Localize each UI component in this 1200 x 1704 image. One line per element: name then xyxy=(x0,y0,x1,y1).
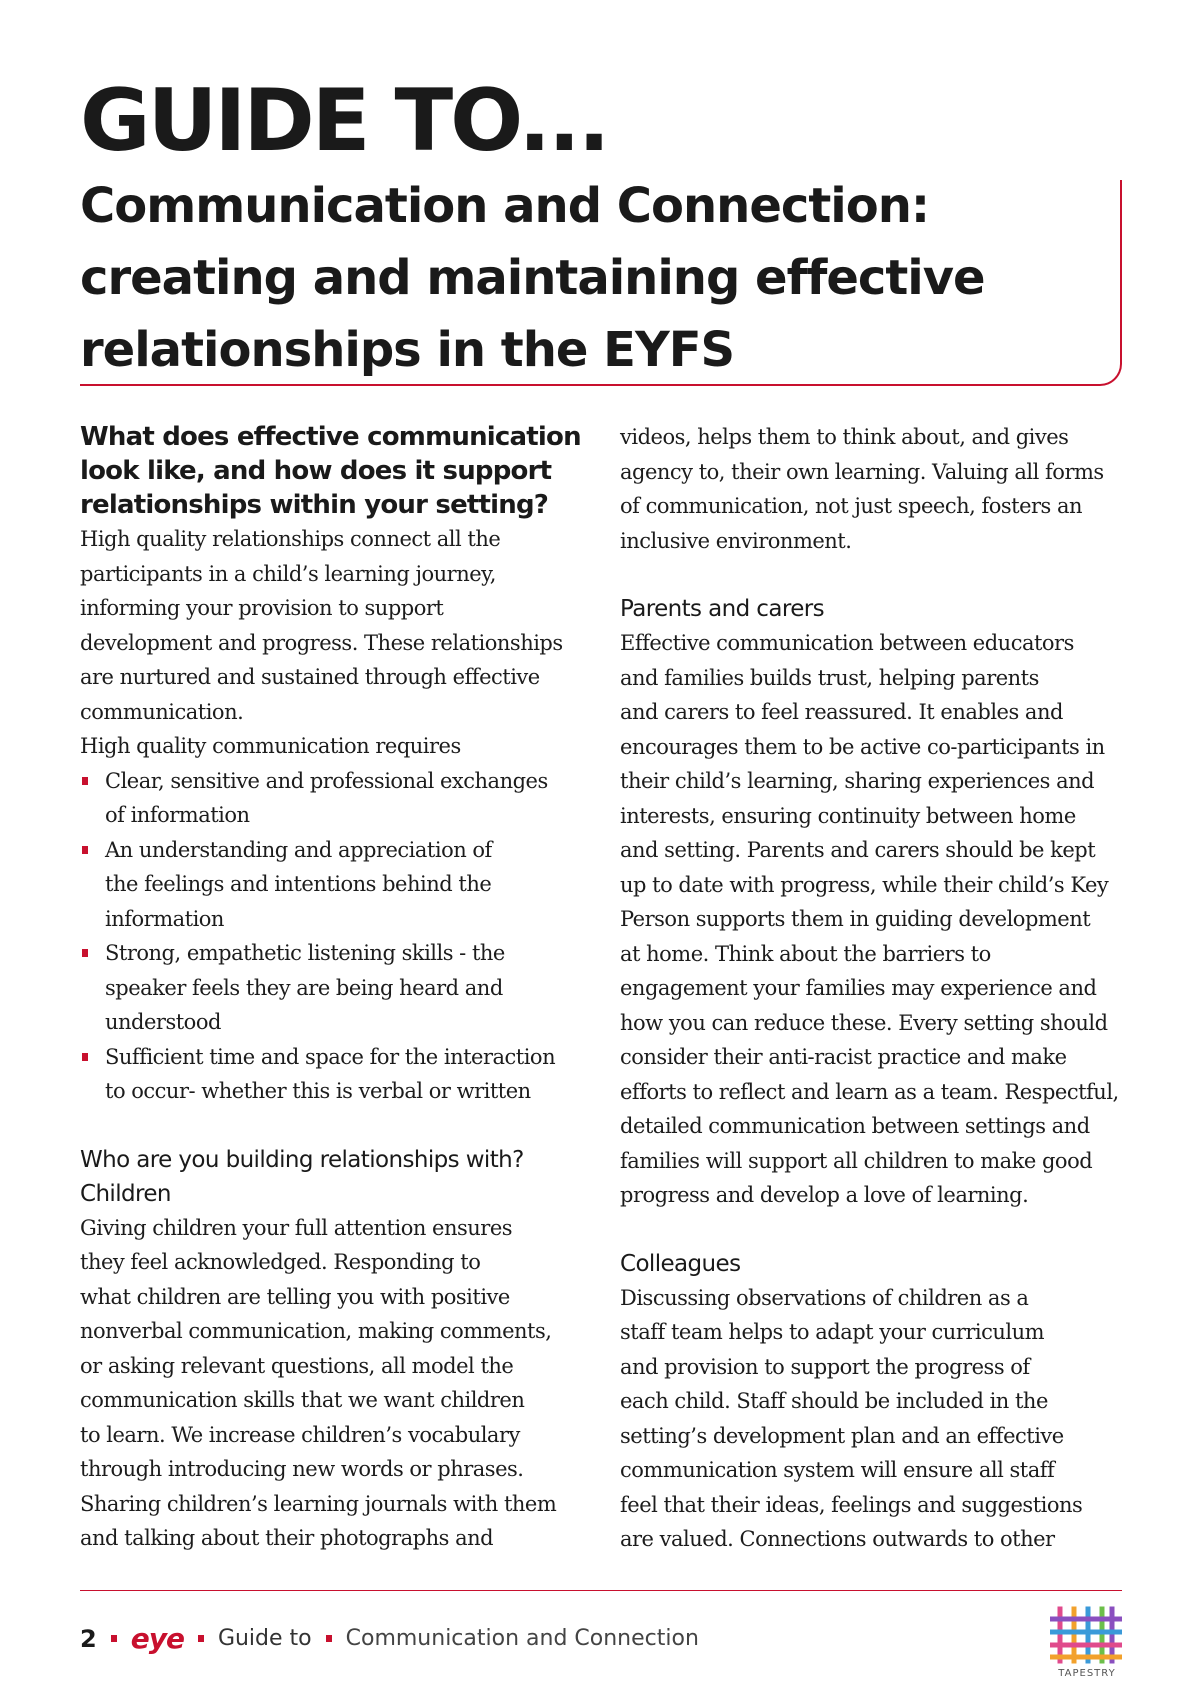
text-line: communication skills that we want children xyxy=(80,1388,525,1412)
left-column xyxy=(80,420,595,1556)
list-item xyxy=(80,764,595,833)
text-line: of communication, not just speech, fosters an xyxy=(620,494,1083,518)
separator-square xyxy=(326,1635,332,1642)
logo-wordmark: TAPESTRY xyxy=(1058,1668,1116,1679)
heading-line: What does effective communication xyxy=(80,422,581,452)
text-line: agency to, their own learning. Valuing all forms xyxy=(620,459,1104,484)
text-line: participants in a child’s learning journey, xyxy=(80,561,496,586)
right-column xyxy=(620,420,1120,1557)
text-line: information xyxy=(105,906,224,931)
separator-square xyxy=(198,1635,204,1642)
heading-line: relationships within your setting? xyxy=(80,490,549,520)
text-line: or asking relevant questions, all model the xyxy=(80,1353,514,1378)
text-line: speaker feels they are being heard and xyxy=(105,975,503,1000)
text-line: nonverbal communication, making comments, xyxy=(80,1319,552,1343)
text-line: efforts to reflect and learn as a team. Respectful, xyxy=(620,1079,1119,1104)
text-line: Giving children your full attention ensures xyxy=(80,1215,513,1240)
text-line: videos, helps them to think about, and gives xyxy=(620,425,1069,449)
children-paragraph xyxy=(80,1211,595,1556)
text-line: feel that their ideas, feelings and suggestions xyxy=(620,1492,1083,1517)
title-underline-rule xyxy=(80,180,1122,386)
footer-section: Guide to xyxy=(217,1626,312,1651)
text-line: consider their anti-racist practice and make xyxy=(620,1045,1067,1069)
text-line: are valued. Connections outwards to other xyxy=(620,1527,1055,1551)
text-line: interests, ensuring continuity between home xyxy=(620,803,1076,828)
text-line: they feel acknowledged. Responding to xyxy=(80,1250,481,1274)
text-line: High quality relationships connect all the xyxy=(80,527,501,551)
spacer xyxy=(620,558,1120,592)
tapestry-logo-icon xyxy=(1050,1605,1122,1695)
parents-heading: Parents and carers xyxy=(620,596,824,622)
spacer xyxy=(80,1109,595,1143)
text-line: Sufficient time and space for the interaction xyxy=(105,1044,556,1069)
colleagues-paragraph xyxy=(620,1281,1120,1557)
text-line: staff team helps to adapt your curriculum xyxy=(620,1320,1045,1344)
list-item xyxy=(80,1040,595,1109)
text-line: what children are telling you with positive xyxy=(80,1284,510,1309)
guide-kicker: GUIDE TO... xyxy=(80,71,608,171)
text-line: families will support all children to make good xyxy=(620,1148,1093,1173)
text-line: to occur- whether this is verbal or written xyxy=(105,1079,531,1103)
text-line: informing your provision to support xyxy=(80,596,444,620)
footer-rule xyxy=(80,1590,1122,1591)
title-line: creating and maintaining effective xyxy=(80,250,985,306)
continued-paragraph xyxy=(620,420,1120,558)
title-line: Communication and Connection: xyxy=(80,178,930,234)
text-line: inclusive environment. xyxy=(620,528,852,553)
text-line: engagement your families may experience and xyxy=(620,976,1097,1000)
intro-paragraph xyxy=(80,522,595,729)
text-line: of information xyxy=(105,803,250,827)
text-line: Sharing children’s learning journals with them xyxy=(80,1491,557,1516)
text-line: encourages them to be active co-participants in xyxy=(620,734,1105,759)
colleagues-heading: Colleagues xyxy=(620,1250,741,1277)
separator-square xyxy=(111,1635,117,1642)
text-line: progress and develop a love of learning. xyxy=(620,1183,1029,1207)
text-line: Strong, empathetic listening skills - the xyxy=(105,941,505,965)
children-heading: Children xyxy=(80,1180,171,1207)
text-line: communication. xyxy=(80,699,244,724)
text-line: Effective communication between educators xyxy=(620,631,1074,655)
text-line: how you can reduce these. Every setting should xyxy=(620,1010,1108,1035)
section-heading xyxy=(80,420,595,522)
text-line: and provision to support the progress of xyxy=(620,1354,1030,1379)
parents-paragraph xyxy=(620,626,1120,1213)
text-line: Discussing observations of children as a xyxy=(620,1285,1029,1310)
requirements-list xyxy=(80,764,595,1109)
text-line: development and progress. These relationships xyxy=(80,630,563,655)
page-number: 2 xyxy=(80,1624,97,1653)
text-line: and carers to feel reassured. It enables and xyxy=(620,700,1063,724)
text-line: detailed communication between settings and xyxy=(620,1114,1090,1138)
footer-topic: Communication and Connection xyxy=(345,1626,699,1651)
who-heading: Who are you building relationships with? xyxy=(80,1146,524,1173)
text-line: Clear, sensitive and professional exchanges xyxy=(105,768,548,793)
text-line: the feelings and intentions behind the xyxy=(105,872,492,896)
text-line: Person supports them in guiding development xyxy=(620,907,1091,931)
text-line: setting’s development plan and an effective xyxy=(620,1423,1064,1448)
text-line: at home. Think about the barriers to xyxy=(620,941,991,966)
text-line: and talking about their photographs and xyxy=(80,1526,494,1550)
text-line: through introducing new words or phrases. xyxy=(80,1457,524,1481)
text-line: understood xyxy=(105,1010,221,1034)
list-item xyxy=(80,833,595,937)
requires-line: High quality communication requires xyxy=(80,734,461,758)
text-line: and families builds trust, helping parents xyxy=(620,665,1039,690)
text-line: each child. Staff should be included in the xyxy=(620,1389,1048,1413)
text-line: are nurtured and sustained through effective xyxy=(80,665,540,689)
spacer xyxy=(620,1213,1120,1247)
text-line: An understanding and appreciation of xyxy=(105,837,492,862)
text-line: and setting. Parents and carers should be kept xyxy=(620,838,1096,862)
heading-line: look like, and how does it support xyxy=(80,456,552,486)
text-line: communication system will ensure all staff xyxy=(620,1458,1055,1482)
text-line: their child’s learning, sharing experiences and xyxy=(620,769,1095,793)
text-line: up to date with progress, while their child’s Key xyxy=(620,872,1109,897)
text-line: to learn. We increase children’s vocabulary xyxy=(80,1422,520,1447)
page-footer xyxy=(80,1622,699,1655)
title-line: relationships in the EYFS xyxy=(80,322,735,378)
list-item xyxy=(80,936,595,1040)
brand-logo-text: eye xyxy=(130,1622,184,1655)
